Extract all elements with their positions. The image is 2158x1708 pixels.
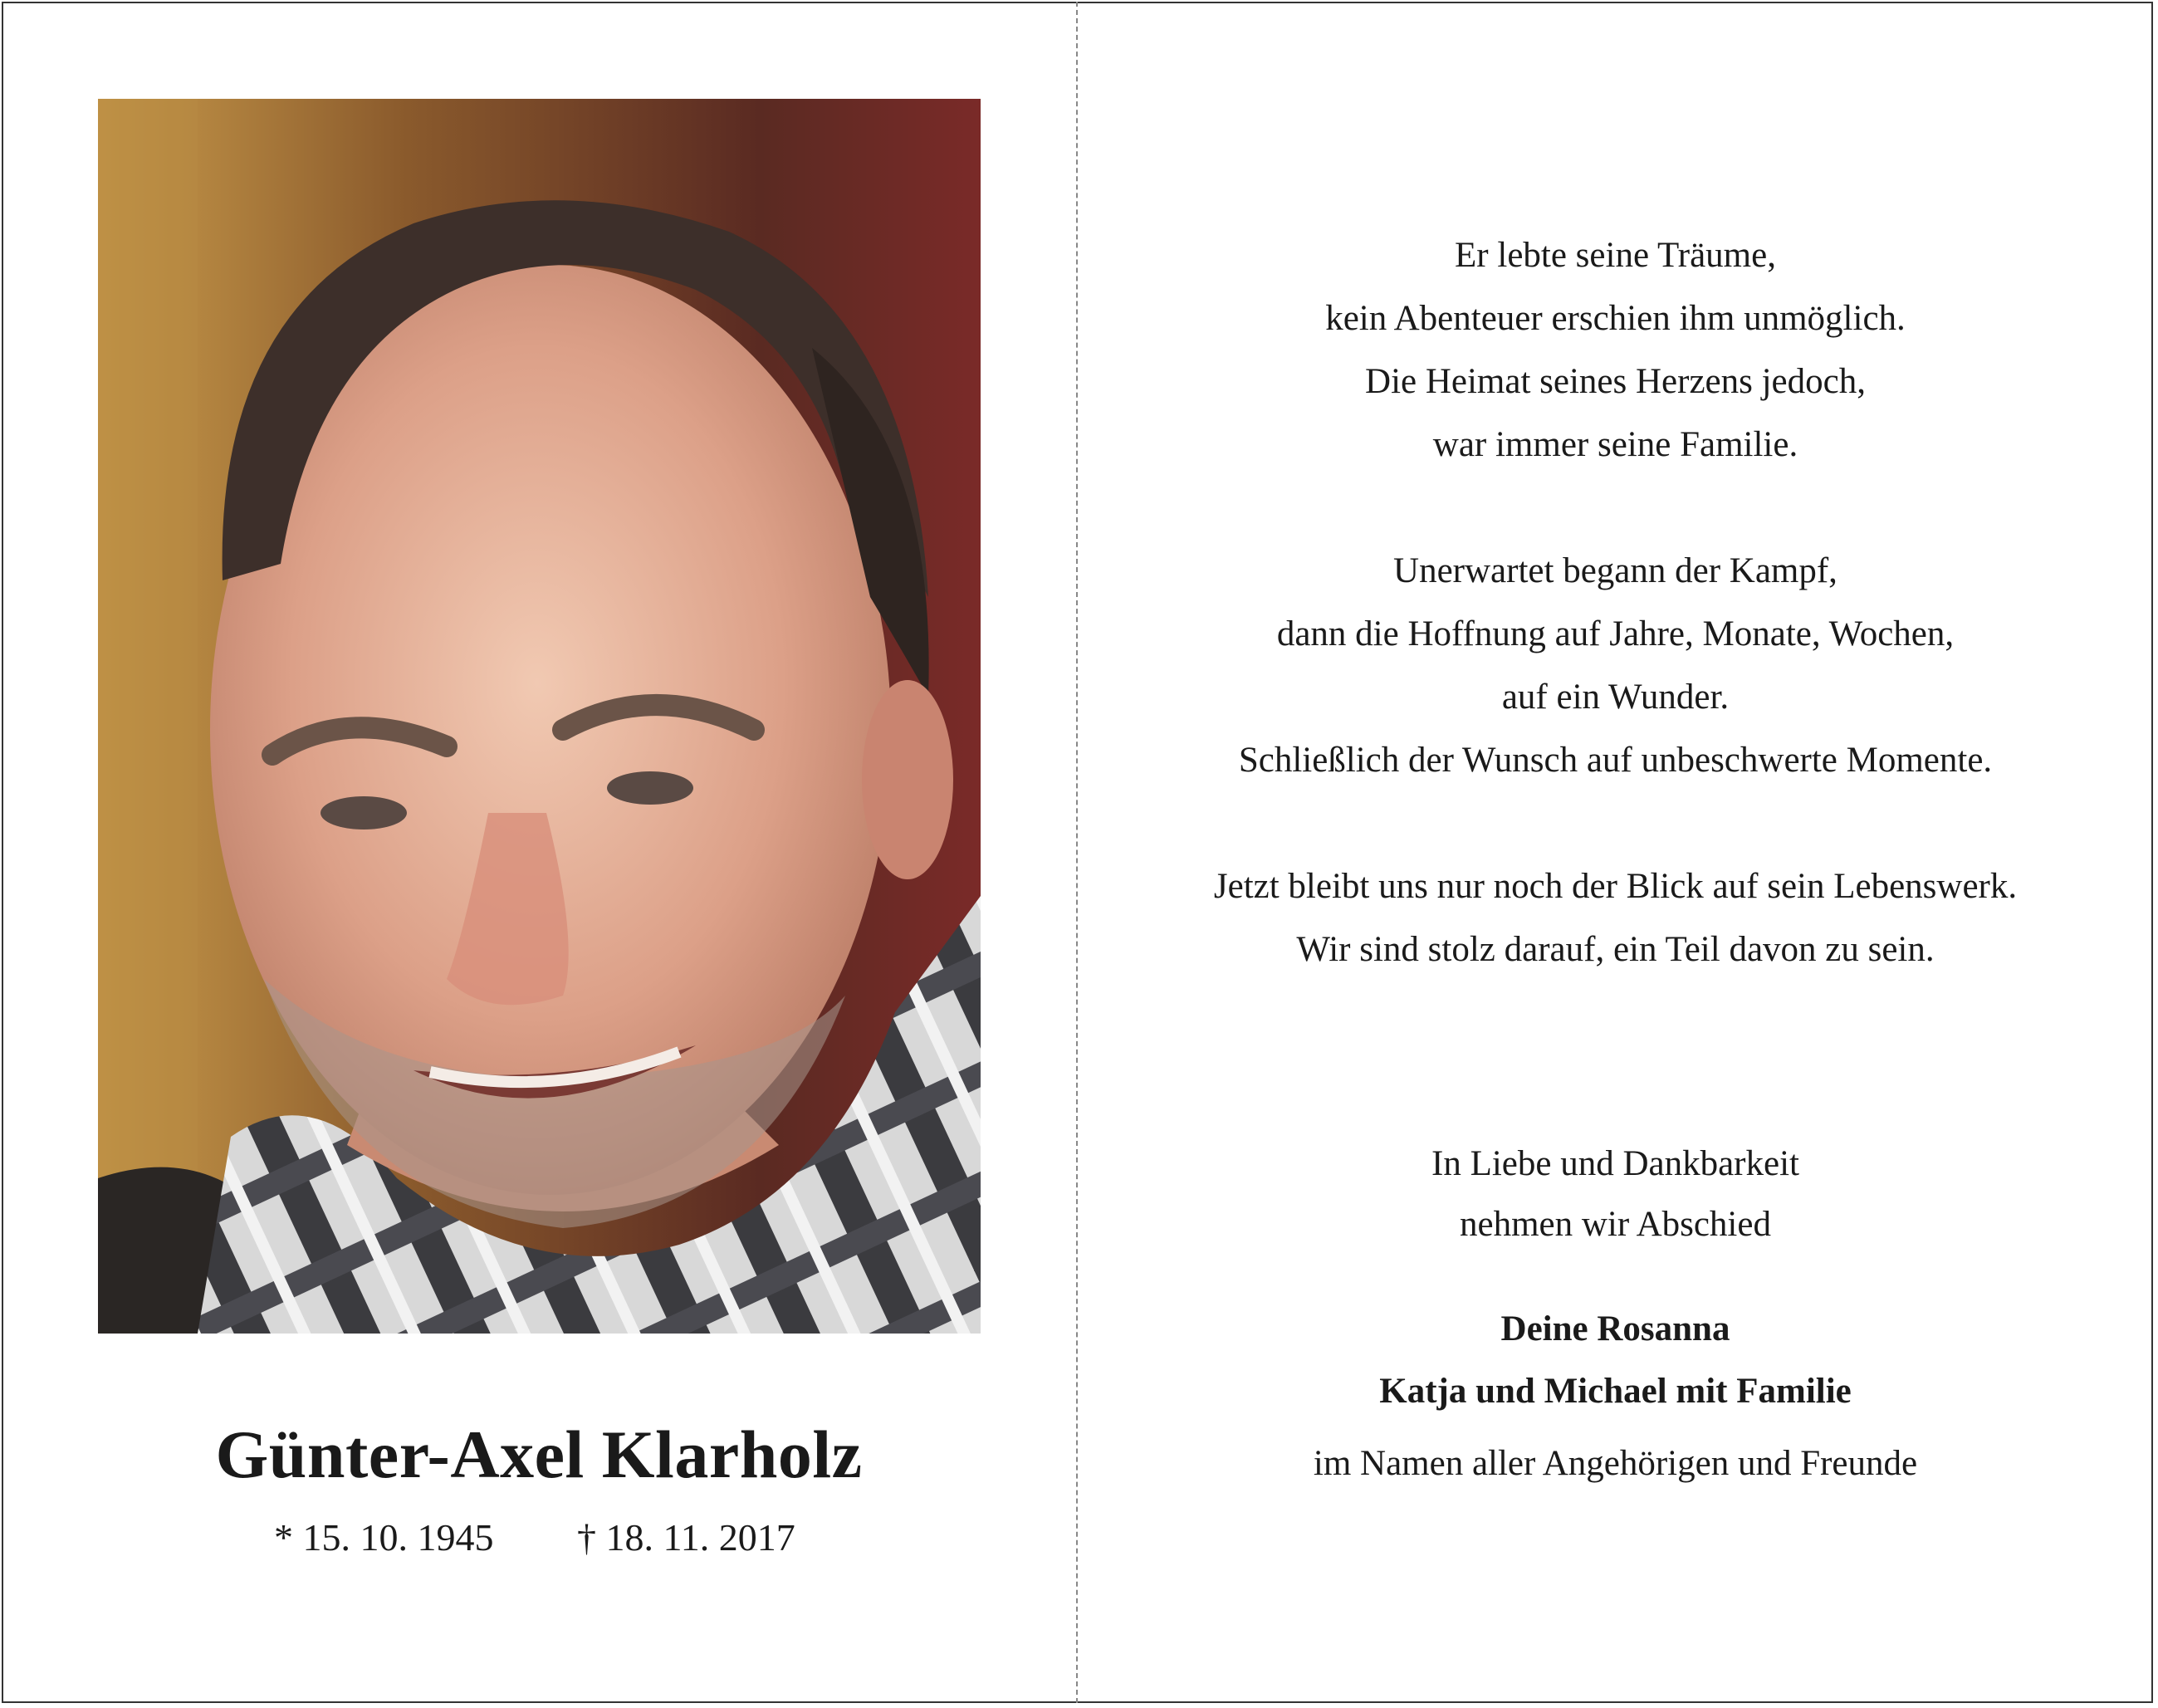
poem-stanza-2 <box>1078 540 2153 792</box>
relatives-note: im Namen aller Angehörigen und Freunde <box>1313 1444 1918 1483</box>
farewell-line: In Liebe und Dankbarkeit <box>1431 1144 1799 1183</box>
right-panel <box>1078 0 2153 1705</box>
poem-stanza-1 <box>1078 224 2153 477</box>
poem-line: Schließlich der Wunsch auf unbeschwerte Momente. <box>1238 741 1993 780</box>
signers <box>1078 1298 2153 1422</box>
poem-line: auf ein Wunder. <box>1501 678 1730 717</box>
signer-line: Katja und Michael mit Familie <box>1379 1372 1852 1411</box>
signer-line: Deine Rosanna <box>1500 1309 1730 1348</box>
poem-stanza-3 <box>1078 855 2153 981</box>
deceased-name: Günter-Axel Klarholz <box>215 1417 863 1492</box>
poem-line: dann die Hoffnung auf Jahre, Monate, Wochen, <box>1276 614 1955 653</box>
poem-line: Unerwartet begann der Kampf, <box>1393 551 1837 590</box>
poem-line: Wir sind stolz darauf, ein Teil davon zu sein. <box>1296 930 1935 969</box>
poem-line: Er lebte seine Träume, <box>1455 236 1776 275</box>
portrait-photo <box>98 99 981 1334</box>
death-date: † 18. 11. 2017 <box>577 1516 795 1559</box>
portrait-illustration <box>98 99 981 1334</box>
birth-date: * 15. 10. 1945 <box>274 1516 494 1559</box>
poem-line: Die Heimat seines Herzens jedoch, <box>1365 362 1866 401</box>
poem-line: Jetzt bleibt uns nur noch der Blick auf sein Lebenswerk. <box>1213 867 2018 906</box>
farewell-line: nehmen wir Abschied <box>1460 1205 1771 1244</box>
farewell-text <box>1078 1133 2153 1255</box>
poem-line: kein Abenteuer erschien ihm unmöglich. <box>1325 299 1906 338</box>
poem <box>1078 224 2153 1045</box>
poem-line: war immer seine Familie. <box>1432 425 1798 464</box>
left-panel <box>0 0 1078 1705</box>
